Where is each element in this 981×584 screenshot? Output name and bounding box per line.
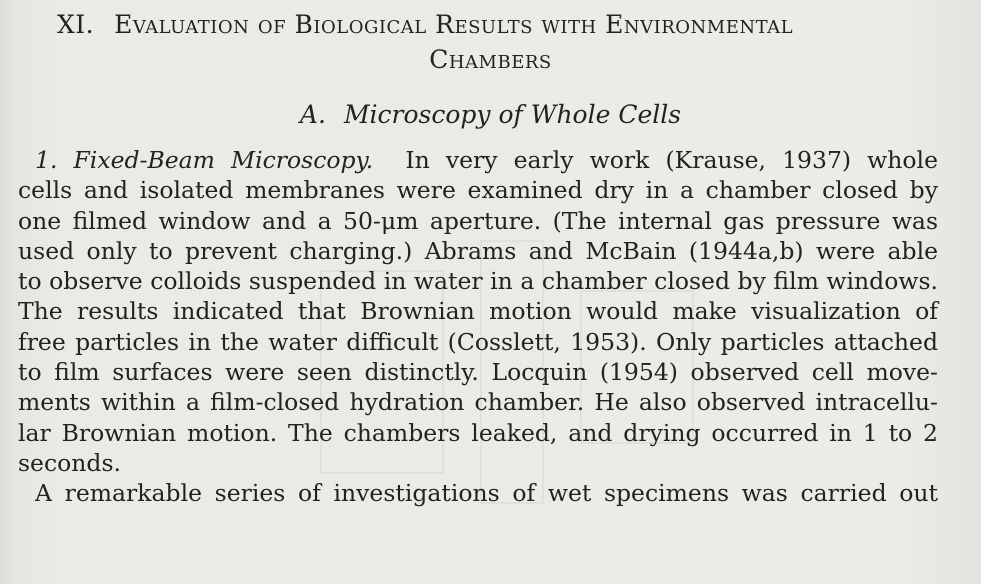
paragraph-line: ments within a film-closed hydration chamber. He also observed intracellu- bbox=[18, 388, 938, 417]
paragraph-line: The results indicated that Brownian motion would make visualization of bbox=[18, 297, 938, 326]
subsection-title: Microscopy of Whole Cells bbox=[343, 100, 682, 129]
paragraph-line: A remarkable series of investigations of wet specimens was carried out bbox=[35, 479, 938, 508]
paragraph-line: seconds. bbox=[18, 448, 121, 477]
paragraph-line: one filmed window and a 50-μm aperture. (The internal gas pressure was bbox=[18, 206, 938, 235]
paragraph-line: used only to prevent charging.) Abrams and McBain (1944a,b) were able bbox=[18, 236, 938, 265]
subsection-heading bbox=[0, 100, 981, 129]
section-number: XI. bbox=[57, 10, 95, 39]
subsection-letter: A. bbox=[299, 100, 326, 129]
paragraph-line: to film surfaces were seen distinctly. Locquin (1954) observed cell move- bbox=[18, 358, 938, 387]
section-title-line-1 bbox=[0, 10, 981, 39]
paragraph-line: 1. Fixed-Beam Microscopy. In very early work (Krause, 1937) whole bbox=[35, 146, 938, 174]
section-title-text: Evaluation of Biological Results with Environmental bbox=[114, 10, 794, 39]
paragraph-line: cells and isolated membranes were examined dry in a chamber closed by bbox=[18, 176, 938, 205]
section-title-line-2: Chambers bbox=[429, 45, 552, 74]
run-in-heading: 1. Fixed-Beam Microscopy. bbox=[35, 146, 374, 174]
body-text bbox=[18, 145, 938, 509]
paragraph-line: to observe colloids suspended in water in a chamber closed by film windows. bbox=[18, 267, 938, 296]
paragraph-line: free particles in the water difficult (Cosslett, 1953). Only particles attached bbox=[18, 327, 938, 356]
paragraph-line: lar Brownian motion. The chambers leaked, and drying occurred in 1 to 2 bbox=[18, 418, 938, 447]
